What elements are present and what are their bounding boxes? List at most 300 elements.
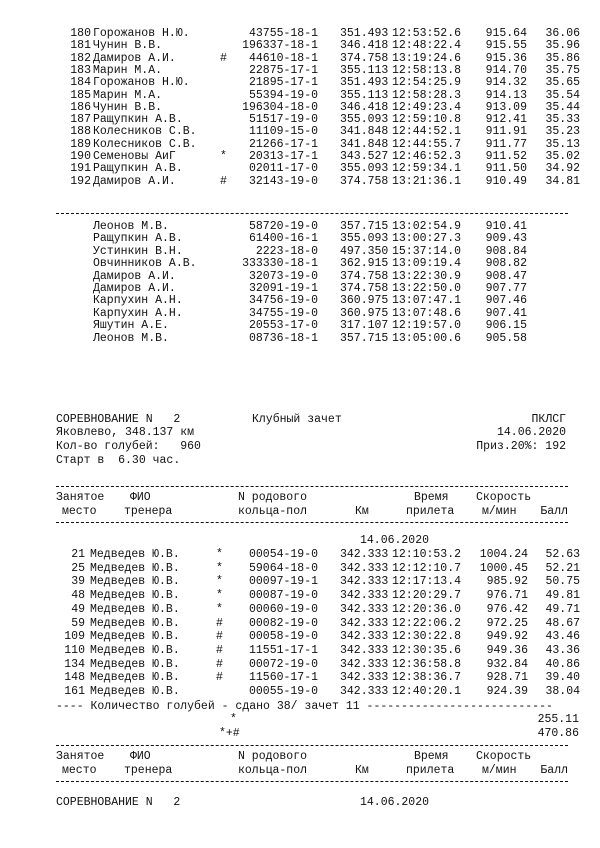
arrival-time: 12:10:53.2 <box>392 548 462 561</box>
arrival-time: 12:44:52.1 <box>392 125 462 139</box>
distance-km: 357.715 <box>340 331 389 345</box>
ring-number: 00060-19-0 <box>248 602 318 616</box>
place: 48 <box>71 589 85 603</box>
score: 50.75 <box>545 575 580 589</box>
score: 48.67 <box>545 616 580 630</box>
ring-number: 61400-16-1 <box>248 232 318 246</box>
speed: 1004.24 <box>479 548 528 561</box>
speed: 908.47 <box>485 269 527 283</box>
speed: 915.55 <box>485 39 527 53</box>
distance-km: 360.975 <box>340 294 389 308</box>
distance-km: 355.113 <box>340 88 389 102</box>
ranking-row <box>0 64 600 77</box>
summary-value: 255.11 <box>537 713 579 726</box>
summary-mark: * <box>230 713 237 726</box>
place: 184 <box>70 76 91 90</box>
trainer-name: Горожанов Н.Ю. <box>93 27 190 40</box>
result-row <box>0 685 600 698</box>
place: 134 <box>64 657 85 671</box>
place-header: место <box>62 764 97 777</box>
ring-number: 11109-15-0 <box>248 125 318 139</box>
ring-number: 333330-18-1 <box>242 257 318 271</box>
speed: 912.41 <box>485 113 527 127</box>
trainer-name: Карпухин А.Н. <box>93 306 183 320</box>
ring-header: кольца-пол <box>238 505 308 518</box>
ring-number: 08736-18-1 <box>248 331 318 345</box>
footer-date: 14.06.2020 <box>360 796 430 809</box>
release-location: Яковлево, 348.137 км <box>56 426 195 439</box>
place: 161 <box>64 685 85 698</box>
speed: 976.42 <box>486 602 528 616</box>
arrival-time: 12:49:23.4 <box>392 100 462 114</box>
distance-km: 342.333 <box>340 589 389 603</box>
speed: 913.09 <box>485 100 527 114</box>
speed: 932.84 <box>486 657 528 671</box>
speed: 914.32 <box>485 76 527 90</box>
mark: * <box>216 602 223 616</box>
place: 148 <box>64 671 85 685</box>
trainer-name: Карпухин А.Н. <box>93 294 183 308</box>
arrival-time: 13:22:50.0 <box>392 282 462 295</box>
place: 59 <box>71 616 85 630</box>
distance-km: 342.333 <box>340 575 389 589</box>
mark: # <box>216 657 223 671</box>
place: 189 <box>70 137 91 151</box>
ranking-row <box>0 162 600 175</box>
score: 35.54 <box>545 88 580 102</box>
arrival-time: 12:53:52.6 <box>392 27 462 40</box>
place: 187 <box>70 113 91 127</box>
arrival-time: 13:22:30.9 <box>392 269 462 283</box>
results-header-row-2 <box>0 505 600 518</box>
place: 190 <box>70 150 91 163</box>
score: 49.81 <box>545 589 580 603</box>
place: 181 <box>70 39 91 53</box>
mark: * <box>216 548 223 561</box>
time-header: Время <box>414 750 449 763</box>
score: 34.81 <box>545 174 580 188</box>
mark: # <box>216 616 223 630</box>
distance-km: 342.333 <box>340 685 389 698</box>
distance-km: 497.350 <box>340 244 389 258</box>
fio-header: тренера <box>124 505 173 518</box>
score: 43.46 <box>545 630 580 644</box>
speed: 928.71 <box>486 671 528 685</box>
arrival-time: 12:44:55.7 <box>392 137 462 151</box>
distance-km: 342.333 <box>340 602 389 616</box>
trainer-name: Дамиров А.И. <box>93 51 176 65</box>
score: 35.75 <box>545 63 580 77</box>
trainer-name: Медведев Ю.В. <box>90 561 180 575</box>
fio-header: ФИО <box>130 491 151 504</box>
trainer-name: Колесников С.В. <box>93 137 197 151</box>
location-line <box>0 426 600 439</box>
repeat-header-row-1 <box>0 750 600 763</box>
speed: 949.36 <box>486 643 528 657</box>
score: 52.21 <box>545 561 580 575</box>
ring-number: 22875-17-1 <box>248 63 318 77</box>
speed: 949.92 <box>486 630 528 644</box>
arrival-time: 12:58:13.8 <box>392 63 462 77</box>
trainer-name: Устинкин В.Н. <box>93 244 183 258</box>
distance-km: 341.848 <box>340 137 389 151</box>
score: 35.33 <box>545 113 580 127</box>
score-header: Балл <box>540 764 568 777</box>
trainer-name: Медведев Ю.В. <box>90 589 180 603</box>
arrival-time: 13:02:54.9 <box>392 220 462 233</box>
speed: 914.13 <box>485 88 527 102</box>
trainer-name: Овчинников А.В. <box>93 257 197 271</box>
trainer-name: Медведев Ю.В. <box>90 630 180 644</box>
trainer-name: Медведев Ю.В. <box>90 575 180 589</box>
score: 52.63 <box>545 548 580 561</box>
speed: 911.91 <box>485 125 527 139</box>
ranking-row <box>0 113 600 126</box>
footer-line <box>0 796 600 809</box>
trainer-name: Ращупкин А.В. <box>93 162 183 176</box>
arrival-time: 12:58:28.3 <box>392 88 462 102</box>
ranking-row <box>0 76 600 89</box>
repeat-header-top-rule <box>56 745 568 746</box>
extra-row <box>0 232 600 245</box>
arrival-time: 12:22:06.2 <box>392 616 462 630</box>
ring-number: 00058-19-0 <box>248 630 318 644</box>
score: 35.96 <box>545 39 580 53</box>
ranking-row <box>0 52 600 65</box>
speed: 910.49 <box>485 174 527 188</box>
result-row <box>0 671 600 684</box>
birds-line <box>0 440 600 453</box>
result-row <box>0 575 600 588</box>
trainer-name: Марин М.А. <box>93 88 163 102</box>
ranking-row <box>0 39 600 52</box>
trainer-name: Дамиров А.И. <box>93 174 176 188</box>
repeat-header-row-2 <box>0 764 600 777</box>
trainer-name: Медведев Ю.В. <box>90 602 180 616</box>
results-header-top-rule <box>56 486 568 487</box>
distance-km: 342.333 <box>340 616 389 630</box>
speed: 924.39 <box>486 685 528 698</box>
trainer-name: Семеновы АиГ <box>93 150 176 163</box>
extra-row <box>0 257 600 270</box>
speed: 976.71 <box>486 589 528 603</box>
arrival-time: 13:19:24.6 <box>392 51 462 65</box>
arrival-time: 12:30:22.8 <box>392 630 462 644</box>
distance-km: 342.333 <box>340 630 389 644</box>
speed: 985.92 <box>486 575 528 589</box>
ranking-row <box>0 138 600 151</box>
ring-number: 55394-19-0 <box>248 88 318 102</box>
score: 35.23 <box>545 125 580 139</box>
ranking-row <box>0 89 600 102</box>
extra-row <box>0 319 600 332</box>
summary-text: ---- Количество голубей - сдано 38/ зачет 11 --------------------------- <box>56 700 553 713</box>
extra-row <box>0 307 600 320</box>
speed-header: Скорость <box>476 750 532 763</box>
trainer-name: Леонов М.В. <box>93 220 169 233</box>
trainer-name: Дамиров А.И. <box>93 282 176 295</box>
arrival-time: 12:20:36.0 <box>392 602 462 616</box>
separator <box>56 213 568 214</box>
distance-km: 374.758 <box>340 282 389 295</box>
trainer-name: Марин М.А. <box>93 63 163 77</box>
trainer-name: Яшутин А.Е. <box>93 319 169 333</box>
fio-header: тренера <box>124 764 173 777</box>
place: 183 <box>70 63 91 77</box>
place-header: Занятое <box>56 750 105 763</box>
ring-number: 21895-17-1 <box>248 76 318 90</box>
time-header: Время <box>414 491 449 504</box>
arrival-time: 12:20:29.7 <box>392 589 462 603</box>
score: 35.02 <box>545 150 580 163</box>
ring-number: 20553-17-0 <box>248 319 318 333</box>
ring-number: 34755-19-0 <box>248 306 318 320</box>
ring-number: 2223-18-0 <box>255 244 318 258</box>
km-header: Км <box>355 764 369 777</box>
result-row <box>0 644 600 657</box>
competition-title-line <box>0 413 600 426</box>
arrival-time: 12:48:22.4 <box>392 39 462 53</box>
ring-header: N родового <box>238 491 308 504</box>
ring-number: 32073-19-0 <box>248 269 318 283</box>
ring-number: 20313-17-1 <box>248 150 318 163</box>
result-row <box>0 617 600 630</box>
score: 43.36 <box>545 643 580 657</box>
distance-km: 351.493 <box>340 27 389 40</box>
arrival-time: 15:37:14.0 <box>392 244 462 258</box>
speed-header: м/мин <box>482 505 517 518</box>
speed: 907.46 <box>485 294 527 308</box>
trainer-name: Ращупкин А.В. <box>93 232 183 246</box>
speed: 907.77 <box>485 282 527 295</box>
score: 34.92 <box>545 162 580 176</box>
ring-number: 43755-18-1 <box>248 27 318 40</box>
place: 185 <box>70 88 91 102</box>
score: 35.65 <box>545 76 580 90</box>
distance-km: 346.418 <box>340 100 389 114</box>
place: 186 <box>70 100 91 114</box>
speed: 1000.45 <box>479 561 528 575</box>
place-header: место <box>62 505 97 518</box>
competition-title: СОРЕВНОВАНИЕ N 2 <box>56 413 181 426</box>
distance-km: 360.975 <box>340 306 389 320</box>
place: 191 <box>70 162 91 176</box>
place: 49 <box>71 602 85 616</box>
extra-row <box>0 270 600 283</box>
arrival-time: 13:07:48.6 <box>392 306 462 320</box>
mark: # <box>220 174 227 188</box>
ring-number: 34756-19-0 <box>248 294 318 308</box>
speed-header: Скорость <box>476 491 532 504</box>
fio-header: ФИО <box>130 750 151 763</box>
arrival-time: 12:38:36.7 <box>392 671 462 685</box>
ring-number: 00082-19-0 <box>248 616 318 630</box>
distance-km: 374.758 <box>340 51 389 65</box>
arrival-time: 13:21:36.1 <box>392 174 462 188</box>
ring-number: 00055-19-0 <box>248 685 318 698</box>
distance-km: 355.093 <box>340 162 389 176</box>
distance-km: 343.527 <box>340 150 389 163</box>
ranking-row <box>0 150 600 163</box>
start-time: Старт в 6.30 час. <box>56 454 181 467</box>
distance-km: 357.715 <box>340 220 389 233</box>
speed: 915.64 <box>485 27 527 40</box>
arrival-time: 12:12:10.7 <box>392 561 462 575</box>
trainer-name: Чунин В.В. <box>93 100 163 114</box>
speed: 908.82 <box>485 257 527 271</box>
arrival-time: 12:40:20.1 <box>392 685 462 698</box>
time-header: прилета <box>406 505 455 518</box>
repeat-header-bottom-rule <box>56 781 568 782</box>
distance-km: 362.915 <box>340 257 389 271</box>
time-header: прилета <box>406 764 455 777</box>
arrival-time: 12:46:52.3 <box>392 150 462 163</box>
speed: 972.25 <box>486 616 528 630</box>
distance-km: 342.333 <box>340 671 389 685</box>
speed: 914.70 <box>485 63 527 77</box>
score: 35.86 <box>545 51 580 65</box>
speed: 911.77 <box>485 137 527 151</box>
distance-km: 374.758 <box>340 269 389 283</box>
ring-number: 44610-18-1 <box>248 51 318 65</box>
ring-number: 00072-19-0 <box>248 657 318 671</box>
club-name: ПКЛСГ <box>531 413 566 426</box>
extra-row <box>0 332 600 345</box>
place: 109 <box>64 630 85 644</box>
section-date: 14.06.2020 <box>360 534 430 547</box>
score: 35.13 <box>545 137 580 151</box>
distance-km: 342.333 <box>340 548 389 561</box>
trainer-name: Ращупкин А.В. <box>93 113 183 127</box>
speed: 911.50 <box>485 162 527 176</box>
score: 39.40 <box>545 671 580 685</box>
place: 180 <box>70 27 91 40</box>
trainer-name: Дамиров А.И. <box>93 269 176 283</box>
ring-number: 21266-17-1 <box>248 137 318 151</box>
place: 39 <box>71 575 85 589</box>
distance-km: 355.093 <box>340 113 389 127</box>
result-row <box>0 548 600 561</box>
ranking-row <box>0 27 600 40</box>
arrival-time: 12:54:25.9 <box>392 76 462 90</box>
score: 38.04 <box>545 685 580 698</box>
mark: * <box>216 561 223 575</box>
arrival-time: 13:07:47.1 <box>392 294 462 308</box>
speed: 911.52 <box>485 150 527 163</box>
arrival-time: 13:05:00.6 <box>392 331 462 345</box>
ring-number: 196337-18-1 <box>242 39 318 53</box>
ranking-row <box>0 175 600 188</box>
mark: * <box>216 589 223 603</box>
place: 110 <box>64 643 85 657</box>
distance-km: 317.107 <box>340 319 389 333</box>
ring-number: 51517-19-0 <box>248 113 318 127</box>
ring-number: 11551-17-1 <box>248 643 318 657</box>
place: 25 <box>71 561 85 575</box>
mark: # <box>220 51 227 65</box>
distance-km: 374.758 <box>340 174 389 188</box>
ring-number: 58720-19-0 <box>248 220 318 233</box>
ring-number: 02011-17-0 <box>248 162 318 176</box>
birds-count: Кол-во голубей: 960 <box>56 440 201 453</box>
arrival-time: 13:00:27.3 <box>392 232 462 246</box>
summary-mark: *+# <box>219 727 240 740</box>
results-header-bottom-rule <box>56 522 568 523</box>
score: 49.71 <box>545 602 580 616</box>
arrival-time: 12:30:35.6 <box>392 643 462 657</box>
arrival-time: 12:19:57.0 <box>392 319 462 333</box>
competition-date: 14.06.2020 <box>496 426 566 439</box>
summary-value: 470.86 <box>537 727 579 740</box>
score: 36.06 <box>545 27 580 40</box>
mark: # <box>216 643 223 657</box>
place: 188 <box>70 125 91 139</box>
ring-number: 11560-17-1 <box>248 671 318 685</box>
trainer-name: Чунин В.В. <box>93 39 163 53</box>
ring-number: 196304-18-0 <box>242 100 318 114</box>
result-row <box>0 658 600 671</box>
results-header-row-1 <box>0 491 600 504</box>
arrival-time: 12:59:10.8 <box>392 113 462 127</box>
trainer-name: Медведев Ю.В. <box>90 671 180 685</box>
place: 192 <box>70 174 91 188</box>
ring-header: N родового <box>238 750 308 763</box>
ring-header: кольца-пол <box>238 764 308 777</box>
trainer-name: Медведев Ю.В. <box>90 643 180 657</box>
score-header: Балл <box>540 505 568 518</box>
place: 21 <box>71 548 85 561</box>
ring-number: 32091-19-1 <box>248 282 318 295</box>
trainer-name: Медведев Ю.В. <box>90 616 180 630</box>
distance-km: 355.093 <box>340 232 389 246</box>
extra-row <box>0 245 600 258</box>
ring-number: 32143-19-0 <box>248 174 318 188</box>
speed: 908.84 <box>485 244 527 258</box>
competition-type: Клубный зачет <box>252 413 342 426</box>
ranking-row <box>0 101 600 114</box>
start-line <box>0 454 600 467</box>
extra-row <box>0 282 600 295</box>
speed: 907.41 <box>485 306 527 320</box>
ranking-row <box>0 125 600 138</box>
speed: 905.58 <box>485 331 527 345</box>
result-row <box>0 630 600 643</box>
arrival-time: 12:59:34.1 <box>392 162 462 176</box>
distance-km: 342.333 <box>340 643 389 657</box>
mark: # <box>216 630 223 644</box>
trainer-name: Медведев Ю.В. <box>90 548 180 561</box>
speed: 915.36 <box>485 51 527 65</box>
distance-km: 346.418 <box>340 39 389 53</box>
prize-count: Приз.20%: 192 <box>476 440 566 453</box>
speed: 909.43 <box>485 232 527 246</box>
trainer-name: Медведев Ю.В. <box>90 657 180 671</box>
arrival-time: 13:09:19.4 <box>392 257 462 271</box>
distance-km: 351.493 <box>340 76 389 90</box>
distance-km: 355.113 <box>340 63 389 77</box>
km-header: Км <box>355 505 369 518</box>
trainer-name: Горожанов Н.Ю. <box>93 76 190 90</box>
footer-title: СОРЕВНОВАНИЕ N 2 <box>56 796 181 809</box>
mark: # <box>216 671 223 685</box>
section-date-line <box>0 534 600 547</box>
speed: 910.41 <box>485 220 527 233</box>
summary-total-2 <box>0 727 600 740</box>
score: 40.86 <box>545 657 580 671</box>
trainer-name: Колесников С.В. <box>93 125 197 139</box>
ring-number: 00054-19-0 <box>248 548 318 561</box>
mark: * <box>220 150 227 163</box>
